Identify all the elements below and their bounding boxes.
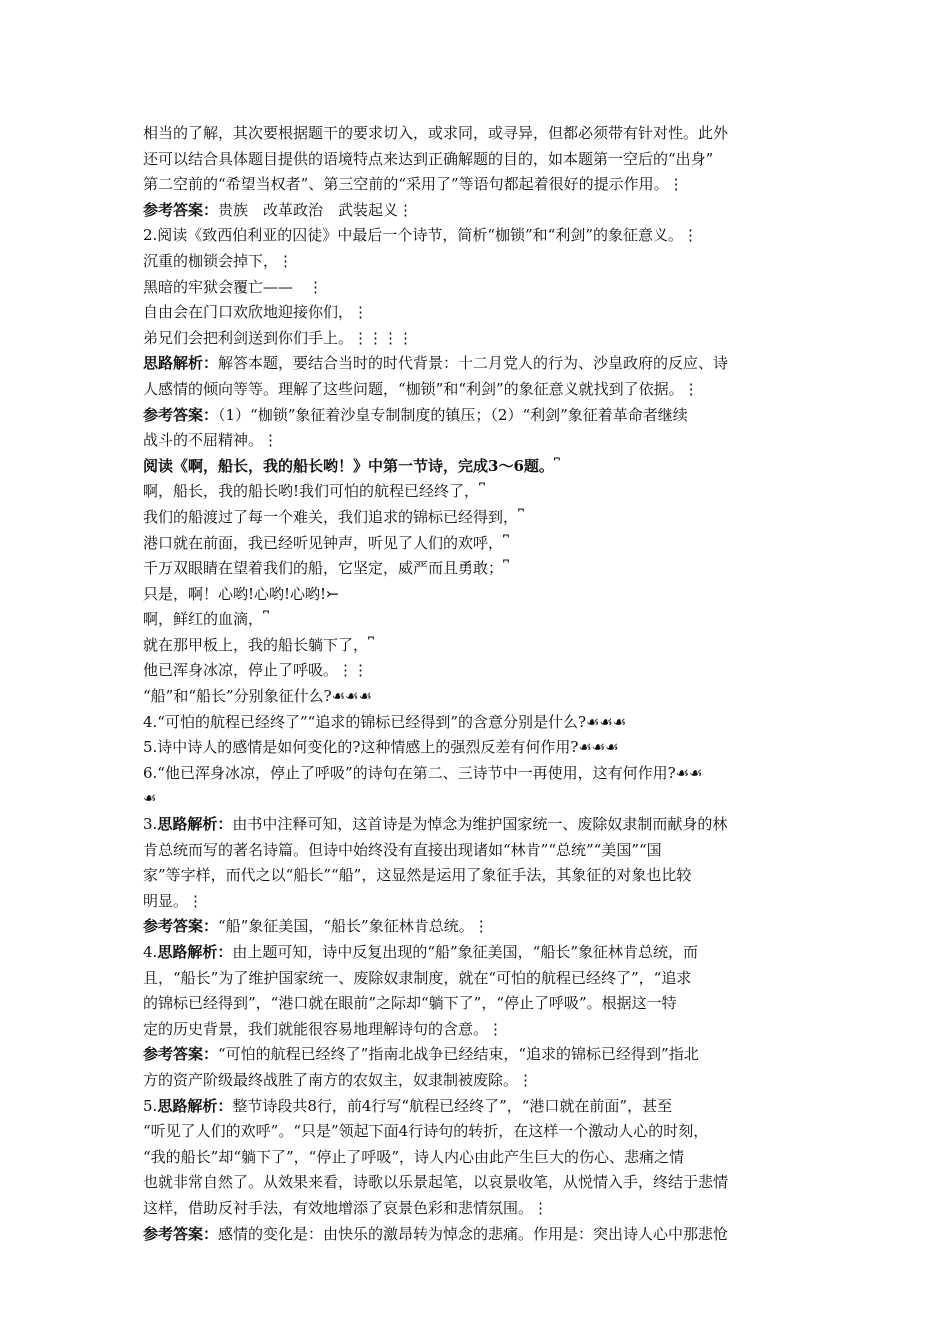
line-text: 明显。⋮	[143, 891, 204, 910]
line-text: 我们的船渡过了每一个难关，我们追求的锦标已经得到，⎴	[143, 507, 525, 526]
line-text: 这样，借助反衬手法，有效地增添了哀景色彩和悲情氛围。⋮	[143, 1198, 549, 1217]
text-line	[143, 531, 823, 557]
text-line	[143, 198, 823, 224]
text-line	[143, 1170, 823, 1196]
text-line	[143, 633, 823, 659]
line-text: 定的历史背景，我们就能很容易地理解诗句的含意。⋮	[143, 1019, 504, 1038]
line-text: 肯总统而写的著名诗篇。但诗中始终没有直接出现诸如“林肯”“总统”“美国”“国	[143, 840, 662, 859]
text-line	[143, 684, 823, 710]
line-text: “可怕的航程已经终了”指南北战争已经结束，“追求的锦标已经得到”指北	[218, 1045, 699, 1064]
text-line	[143, 838, 823, 864]
bold-label: 参考答案：	[143, 917, 219, 936]
text-line	[143, 914, 823, 940]
text-line	[143, 223, 823, 249]
line-text: 相当的了解，其次要根据题干的要求切入，或求同，或寻异，但都必须带有针对性。此外	[143, 124, 729, 142]
line-text: “船”象征美国，“船长”象征林肯总统。⋮	[218, 917, 489, 936]
text-line	[143, 812, 823, 838]
line-text: 感情的变化是：由快乐的激昂转为悼念的悲痛。作用是：突出诗人心中那悲怆	[218, 1224, 729, 1243]
text-line	[143, 249, 823, 275]
line-text: 也就非常自然了。从效果来看，诗歌以乐景起笔，以哀景收笔，从悦情入手，终结于悲情	[143, 1173, 729, 1192]
text-line	[143, 1068, 823, 1094]
line-text: 解答本题，要结合当时的时代背景：十二月党人的行为、沙皇政府的反应、诗	[218, 354, 729, 373]
text-line	[143, 351, 823, 377]
line-text: 他已浑身冰凉，停止了呼吸。⋮⋮	[143, 661, 369, 680]
line-text: “船”和“船长”分别象征什么?☙☙☙	[143, 687, 373, 706]
text-line	[143, 1094, 823, 1120]
text-line	[143, 735, 823, 761]
text-line	[143, 710, 823, 736]
line-text: 港口就在前面，我已经听见钟声，听见了人们的欢呼，⎴	[143, 533, 510, 552]
text-line	[143, 1042, 823, 1068]
line-text: 贵族 改革政治 武装起义⋮	[218, 200, 414, 219]
text-line	[143, 275, 823, 301]
bold-label: 参考答案：	[143, 405, 219, 424]
text-line	[143, 1196, 823, 1222]
text-line	[143, 1145, 823, 1171]
line-text: 方的资产阶级最终战胜了南方的农奴主，奴隶制被废除。⋮	[143, 1070, 534, 1089]
text-line	[143, 428, 823, 454]
bold-label: 参考答案：	[143, 1045, 219, 1064]
text-line	[143, 607, 823, 633]
line-text: 就在那甲板上，我的船长躺下了，⎴	[143, 635, 375, 654]
line-text: 2.阅读《致西伯利亚的囚徒》中最后一个诗节，简析“枷锁”和“利剑”的象征意义。⋮	[143, 226, 698, 245]
line-text: 啊，鲜红的血滴，⎴	[143, 610, 270, 629]
line-text: 战斗的不屈精神。⋮	[143, 431, 279, 450]
line-text: 还可以结合具体题目提供的语境特点来达到正确解题的目的，如本题第一空后的“出身”	[143, 149, 714, 168]
text-line	[143, 658, 823, 684]
bold-label: 参考答案：	[143, 1224, 219, 1243]
text-line	[143, 556, 823, 582]
text-line	[143, 761, 823, 787]
line-text: ☙	[143, 789, 157, 808]
line-text: 6.“他已浑身冰凉，停止了呼吸”的诗句在第二、三诗节中一再使用，这有何作用?☙☙	[143, 763, 703, 782]
text-line	[143, 1119, 823, 1145]
line-text: 4.“可怕的航程已经终了”“追求的锦标已经得到”的含意分别是什么?☙☙☙	[143, 712, 627, 731]
line-text: 沉重的枷锁会掉下，⋮	[143, 251, 294, 270]
line-text: “听见了人们的欢呼”。“只是”领起下面4行诗句的转折，在这样一个激动人心的时刻，	[143, 1122, 709, 1141]
line-text: 5.诗中诗人的感情是如何变化的?这种情感上的强烈反差有何作用?☙☙☙	[143, 738, 619, 757]
question-number: 4.	[143, 943, 158, 961]
bold-label: 思路解析：	[143, 354, 219, 373]
text-line	[143, 940, 823, 966]
text-line	[143, 505, 823, 531]
bold-label: 思路解析：	[157, 815, 233, 834]
question-number: 3.	[143, 815, 158, 834]
text-line	[143, 172, 823, 198]
line-text: 弟兄们会把利剑送到你们手上。⋮⋮⋮⋮	[143, 328, 414, 347]
line-text: 自由会在门口欢欣地迎接你们，⋮	[143, 303, 369, 322]
text-line	[143, 479, 823, 505]
text-line	[143, 300, 823, 326]
bold-label: 思路解析：	[157, 943, 233, 961]
question-number: 5.	[143, 1096, 158, 1115]
text-line	[143, 377, 823, 403]
line-text: 只是，啊！心哟!心哟!心哟!⤚	[143, 584, 339, 603]
text-line	[143, 863, 823, 889]
line-text: 且，“船长”为了维护国家统一、废除奴隶制度，就在“可怕的航程已经终了”，“追求	[143, 968, 692, 987]
line-text: 家”等字样，而代之以“船长”“船”，这显然是运用了象征手法，其象征的对象也比较	[143, 866, 692, 885]
text-line	[143, 966, 823, 992]
text-line	[143, 1017, 823, 1043]
line-text: （1）“枷锁”象征着沙皇专制制度的镇压；（2）“利剑”象征着革命者继续	[218, 405, 688, 424]
bold-label: 思路解析：	[157, 1096, 233, 1115]
line-text: 由书中注释可知，这首诗是为悼念为维护国家统一、废除奴隶制而献身的林	[232, 815, 728, 834]
line-text: “我的船长”却“躺下了”，“停止了呼吸”，诗人内心由此产生巨大的伤心、悲痛之情	[143, 1147, 685, 1166]
text-line	[143, 1222, 823, 1248]
bold-label: 参考答案：	[143, 200, 219, 219]
text-line	[143, 991, 823, 1017]
line-text: 啊，船长，我的船长哟!我们可怕的航程已经终了，⎴	[143, 482, 486, 501]
document-body	[143, 121, 823, 1247]
line-text: 人感情的倾向等等。理解了这些问题，“枷锁”和“利剑”的象征意义就找到了依据。⋮	[143, 379, 699, 398]
line-text: 整节诗段共8行，前4行写“航程已经终了”，“港口就在前面”，甚至	[232, 1096, 673, 1115]
text-line	[143, 582, 823, 608]
line-text: 千万双眼睛在望着我们的船，它坚定，威严而且勇敢；⎴	[143, 559, 510, 578]
line-text: 的锦标已经得到”，“港口就在眼前”之际却“躺下了”，“停止了呼吸”。根据这一特	[143, 994, 677, 1013]
line-text: ⎴	[553, 456, 560, 475]
text-line	[143, 786, 823, 812]
line-text: 黑暗的牢狱会覆亡—— ⋮	[143, 277, 324, 296]
text-line	[143, 147, 823, 173]
text-line	[143, 121, 823, 147]
bold-label: 阅读《啊，船长，我的船长哟！》中第一节诗，完成3～6题。	[143, 456, 554, 475]
text-line	[143, 326, 823, 352]
text-line	[143, 454, 823, 480]
text-line	[143, 403, 823, 429]
line-text: 由上题可知，诗中反复出现的“船”象征美国，“船长”象征林肯总统，而	[232, 943, 699, 961]
line-text: 第二空前的“希望当权者”、第三空前的“采用了”等语句都起着很好的提示作用。⋮	[143, 175, 684, 194]
text-line	[143, 889, 823, 915]
